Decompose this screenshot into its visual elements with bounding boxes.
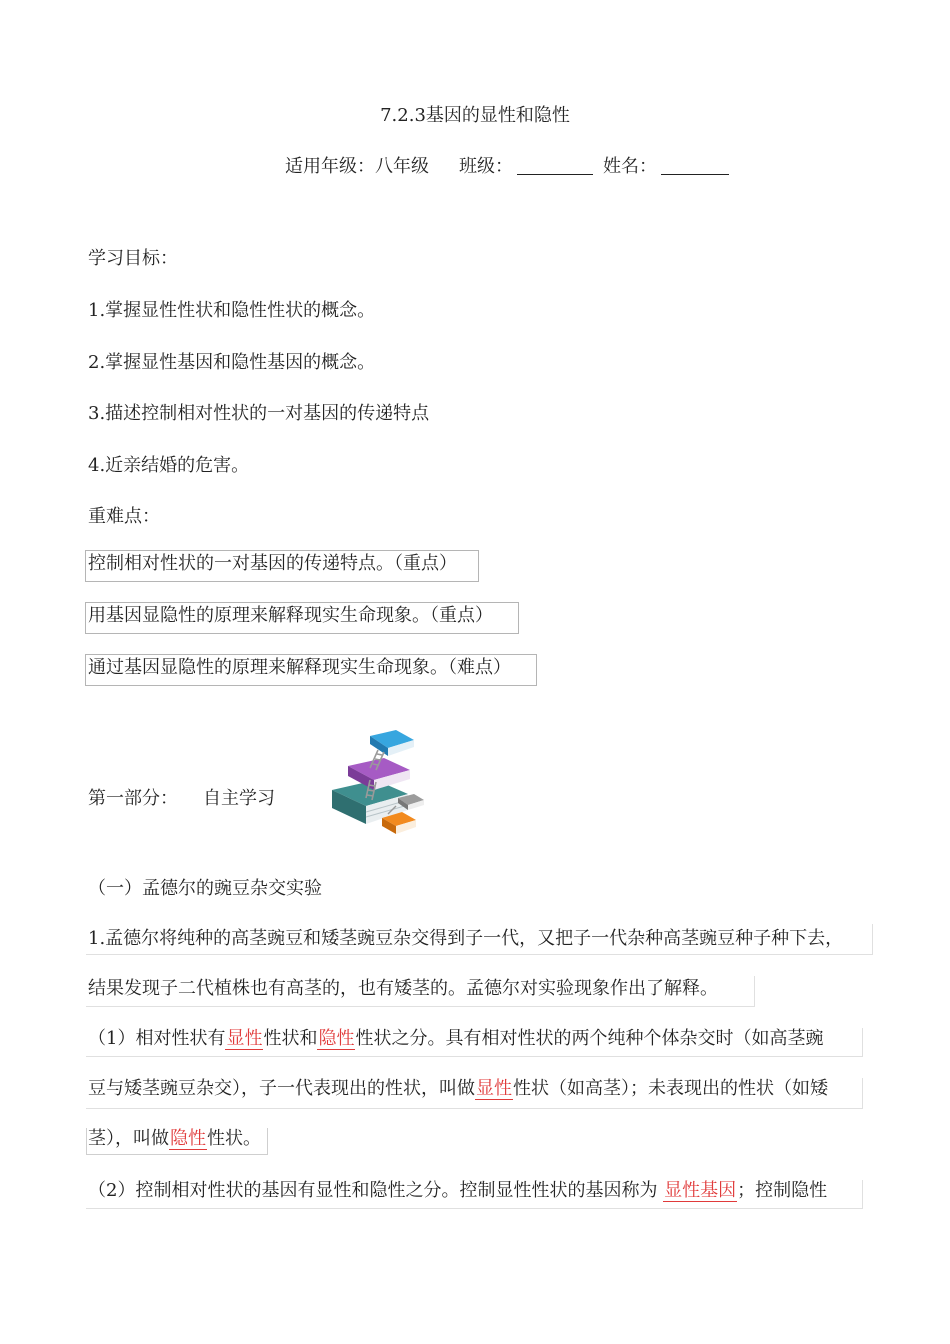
objective-item: 3.描述控制相对性状的一对基因的传递特点 (88, 403, 430, 424)
class-label: 班级： (459, 156, 513, 177)
grade-label: 适用年级：八年级 (285, 156, 429, 177)
q1-text: （1）相对性状有 (88, 1028, 226, 1049)
key-point-item: 用基因显隐性的原理来解释现实生命现象。（重点） (85, 602, 519, 634)
q1-text: 性状之分。具有相对性状的两个纯种个体杂交时（如高茎豌 (355, 1028, 824, 1049)
answer-blank[interactable]: 显性 (226, 1028, 263, 1049)
answer-blank[interactable]: 显性基因 (664, 1180, 737, 1201)
para1-line2: 结果发现子二代植株也有高茎的，也有矮茎的。孟德尔对实验现象作出了解释。 (88, 978, 718, 999)
key-points-heading: 重难点： (88, 506, 160, 527)
name-blank[interactable] (661, 154, 729, 175)
q1-text: 茎），叫做 (88, 1128, 169, 1149)
student-info-line (285, 152, 729, 178)
q1-line3 (88, 1126, 261, 1152)
q1-line1 (88, 1026, 823, 1052)
para1-line1: 1.孟德尔将纯种的高茎豌豆和矮茎豌豆杂交得到子一代，又把子一代杂种高茎豌豆种子种下去， (88, 928, 844, 949)
q1-line2 (88, 1076, 828, 1102)
objective-item: 2.掌握显性基因和隐性基因的概念。 (88, 352, 376, 373)
answer-blank[interactable]: 显性 (476, 1078, 512, 1099)
q1-text: 性状（如高茎）；未表现出的性状（如矮 (513, 1078, 828, 1099)
section-heading: （一）孟德尔的豌豆杂交实验 (88, 878, 322, 899)
name-label: 姓名： (603, 156, 657, 177)
q2-text: （2）控制相对性状的基因有显性和隐性之分。控制显性性状的基因称为 (88, 1180, 664, 1201)
q2-line1 (88, 1178, 827, 1204)
key-point-item: 通过基因显隐性的原理来解释现实生命现象。（难点） (85, 654, 537, 686)
q1-text: 性状和 (263, 1028, 318, 1049)
q2-text: ；控制隐性 (737, 1180, 828, 1201)
class-blank[interactable] (517, 154, 593, 175)
answer-blank[interactable]: 隐性 (318, 1028, 355, 1049)
objectives-heading: 学习目标： (88, 248, 178, 269)
objective-item: 4.近亲结婚的危害。 (88, 455, 250, 476)
page-title: 7.2.3基因的显性和隐性 (380, 105, 570, 126)
answer-blank[interactable]: 隐性 (170, 1128, 206, 1149)
stacked-books-icon (326, 728, 434, 840)
part-one-label: 第一部分： (88, 788, 178, 809)
q1-text: 豆与矮茎豌豆杂交），子一代表现出的性状，叫做 (88, 1078, 475, 1099)
objective-item: 1.掌握显性性状和隐性性状的概念。 (88, 300, 376, 321)
key-point-item: 控制相对性状的一对基因的传递特点。（重点） (85, 550, 479, 582)
part-one-title: 自主学习 (203, 788, 275, 809)
q1-text: 性状。 (207, 1128, 261, 1149)
